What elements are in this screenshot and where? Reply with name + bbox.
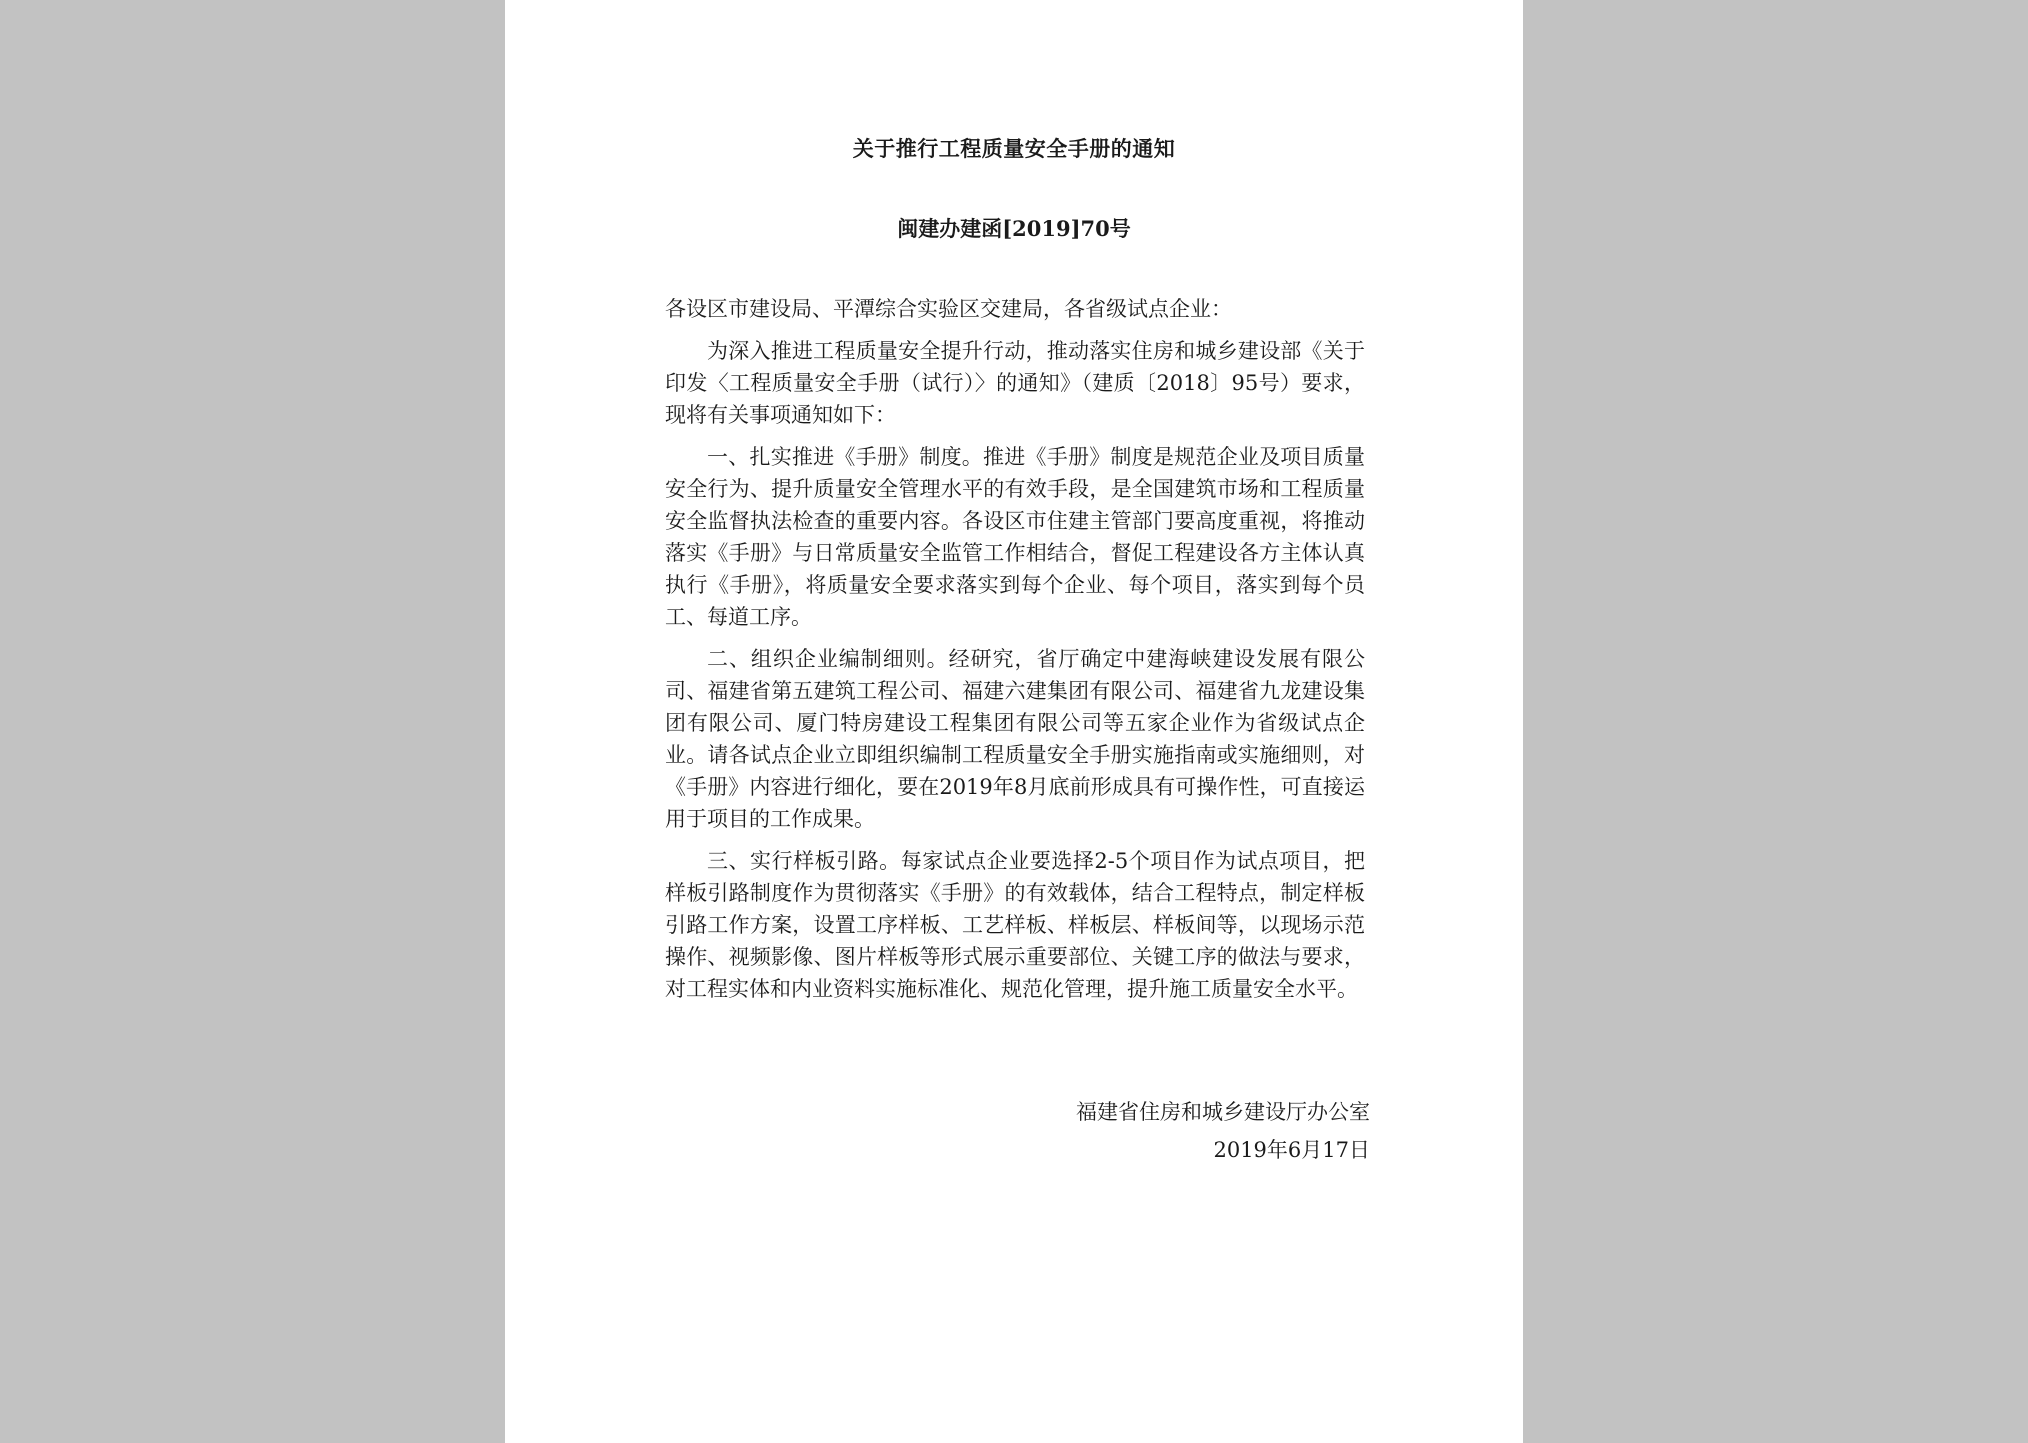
document-number: 闽建办建函[2019]70号 [897,216,1131,241]
signature-block [1076,1093,1370,1169]
document-date: 2019年6月17日 [1213,1138,1370,1162]
document-title: 关于推行工程质量安全手册的通知 [852,136,1176,161]
addressee: 各设区市建设局、平潭综合实验区交建局，各省级试点企业： [665,297,1232,321]
paragraph-intro: 为深入推进工程质量安全提升行动，推动落实住房和城乡建设部《关于印发〈工程质量安全手册（试行）〉的通知》（建质〔2018〕95号）要求，现将有关事项通知如下： [665,339,1365,427]
document-body [665,293,1365,1015]
paragraph-section-3: 三、实行样板引路。每家试点企业要选择2-5个项目作为试点项目，把样板引路制度作为贯彻落实《手册》的有效载体，结合工程特点，制定样板引路工作方案，设置工序样板、工艺样板、样板层、样板间等，以现场示范操作、视频影像、图片样板等形式展示重要部位、关键工序的做法与要求，对工程实体和内业资料实施标准化、规范化管理，提升施工质量安全水平。 [665,849,1365,1001]
paragraph-section-1: 一、扎实推进《手册》制度。推进《手册》制度是规范企业及项目质量安全行为、提升质量安全管理水平的有效手段，是全国建筑市场和工程质量安全监督执法检查的重要内容。各设区市住建主管部门要高度重视，将推动落实《手册》与日常质量安全监管工作相结合，督促工程建设各方主体认真执行《手册》，将质量安全要求落实到每个企业、每个项目，落实到每个员工、每道工序。 [665,445,1365,629]
document-page [505,0,1523,1443]
paragraph-section-2: 二、组织企业编制细则。经研究，省厅确定中建海峡建设发展有限公司、福建省第五建筑工程公司、福建六建集团有限公司、福建省九龙建设集团有限公司、厦门特房建设工程集团有限公司等五家企业作为省级试点企业。请各试点企业立即组织编制工程质量安全手册实施指南或实施细则，对《手册》内容进行细化，要在2019年8月底前形成具有可操作性，可直接运用于项目的工作成果。 [665,647,1365,831]
signatory: 福建省住房和城乡建设厅办公室 [1076,1100,1370,1124]
